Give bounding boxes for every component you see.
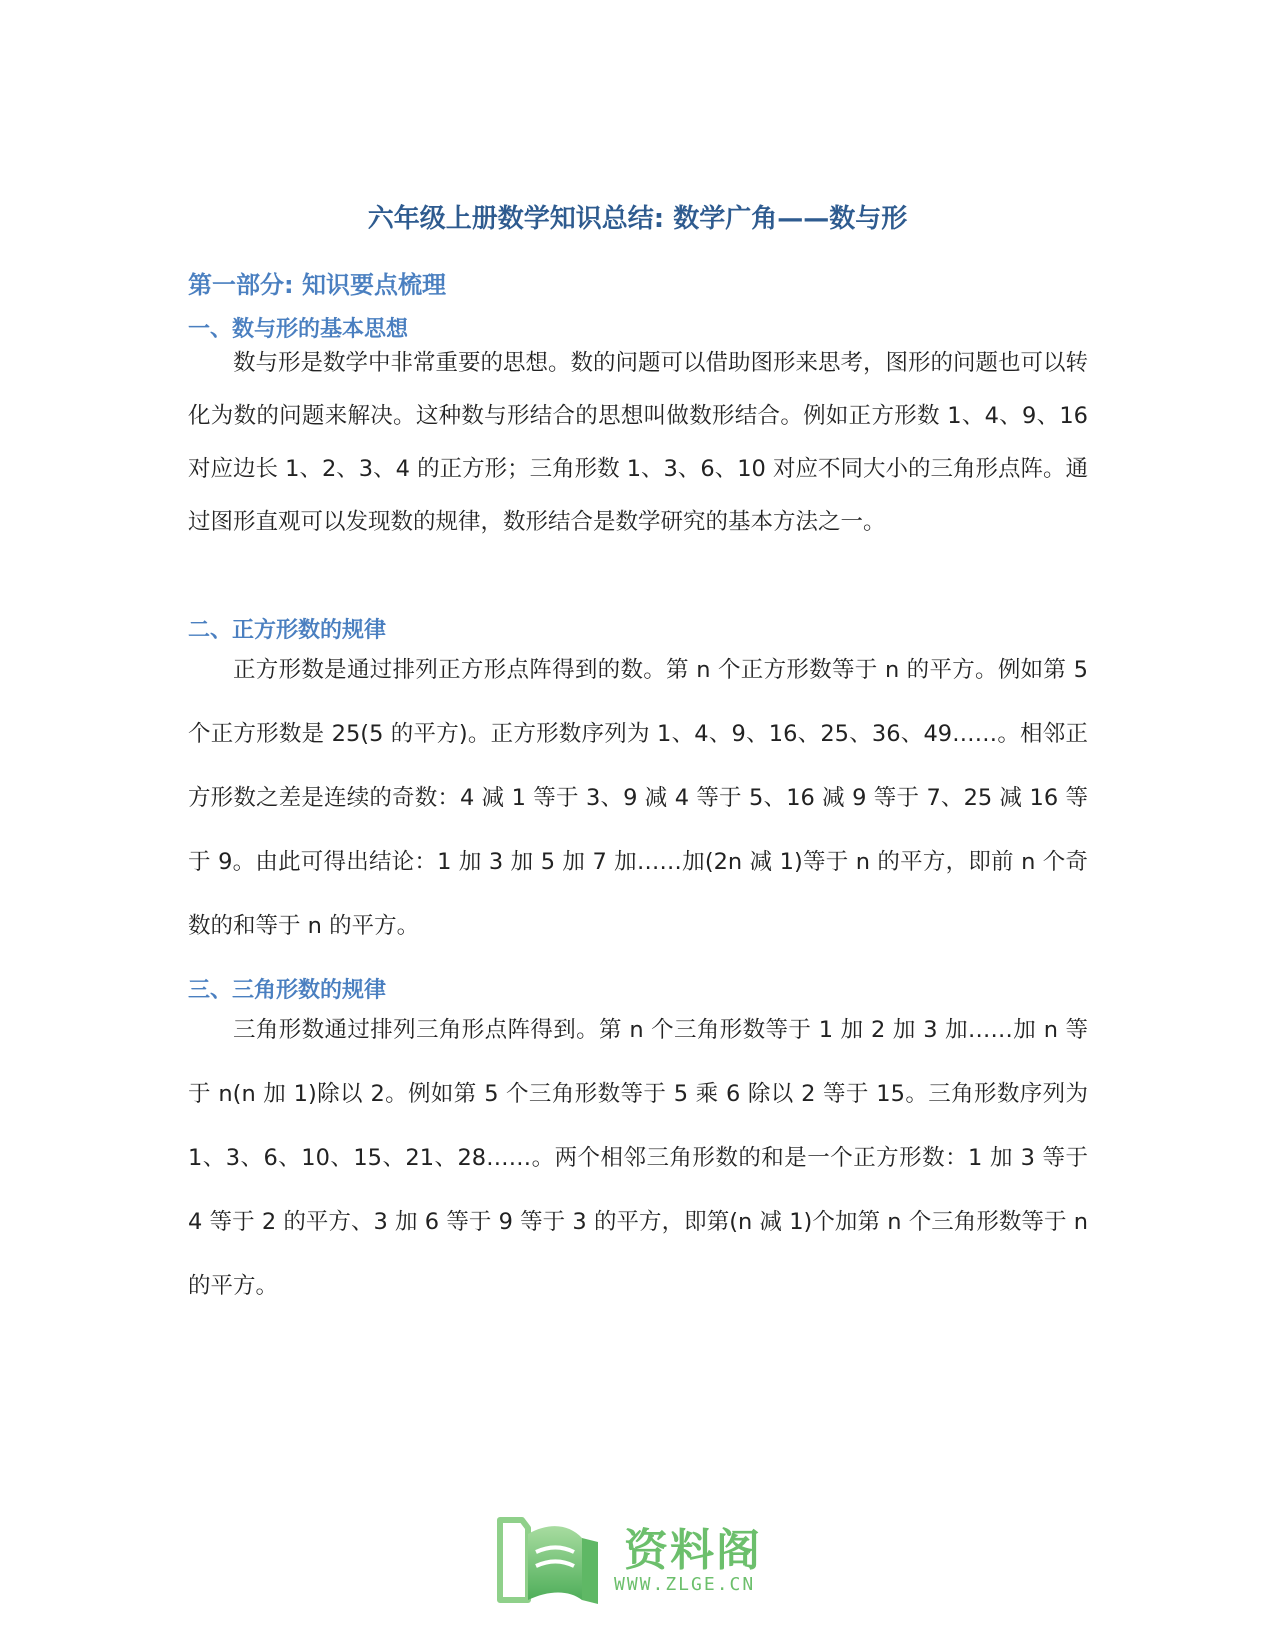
section-heading-2: 二、正方形数的规律 — [188, 618, 387, 643]
section-paragraph-3: 三角形数通过排列三角形点阵得到。第 n 个三角形数等于 1 加 2 加 3 加……加 n 等于 n(n 加 1)除以 2。例如第 5 个三角形数等于 5 乘 6 除以 2 等于 15。三角形数序列为 1、3、6、10、15、21、28……。两个相邻三角形数的和是一个正方形数：1 加 3 等于 4 等于 2 的平方、3 加 6 等于 9 等于 3 的平方，即第(n 减 1)个加第 n 个三角形数等于 n 的平方。 — [188, 1017, 1088, 1299]
section-paragraph-1: 数与形是数学中非常重要的思想。数的问题可以借助图形来思考，图形的问题也可以转化为数的问题来解决。这种数与形结合的思想叫做数形结合。例如正方形数 1、4、9、16 对应边长 1、2、3、4 的正方形；三角形数 1、3、6、10 对应不同大小的三角形点阵。通过图形直观可以发现数的规律，数形结合是数学研究的基本方法之一。 — [188, 350, 1089, 535]
section-heading-3: 三、三角形数的规律 — [188, 978, 387, 1003]
logo-name: 资料阁 — [624, 1525, 762, 1576]
document-title: 六年级上册数学知识总结: 数学广角——数与形 — [367, 204, 908, 234]
site-logo — [494, 1512, 784, 1607]
book-folder-icon — [494, 1512, 614, 1607]
section-paragraph-2: 正方形数是通过排列正方形点阵得到的数。第 n 个正方形数等于 n 的平方。例如第 5 个正方形数是 25(5 的平方)。正方形数序列为 1、4、9、16、25、36、49……。相邻正方形数之差是连续的奇数：4 减 1 等于 3、9 减 4 等于 5、16 减 9 等于 7、25 减 16 等于 9。由此可得出结论：1 加 3 加 5 加 7 加……加(2n 减 1)等于 n 的平方，即前 n 个奇数的和等于 n 的平方。 — [188, 657, 1088, 939]
logo-url: WWW.ZLGE.CN — [614, 1574, 756, 1595]
part-heading: 第一部分: 知识要点梳理 — [188, 271, 446, 299]
section-heading-1: 一、数与形的基本思想 — [188, 317, 409, 342]
